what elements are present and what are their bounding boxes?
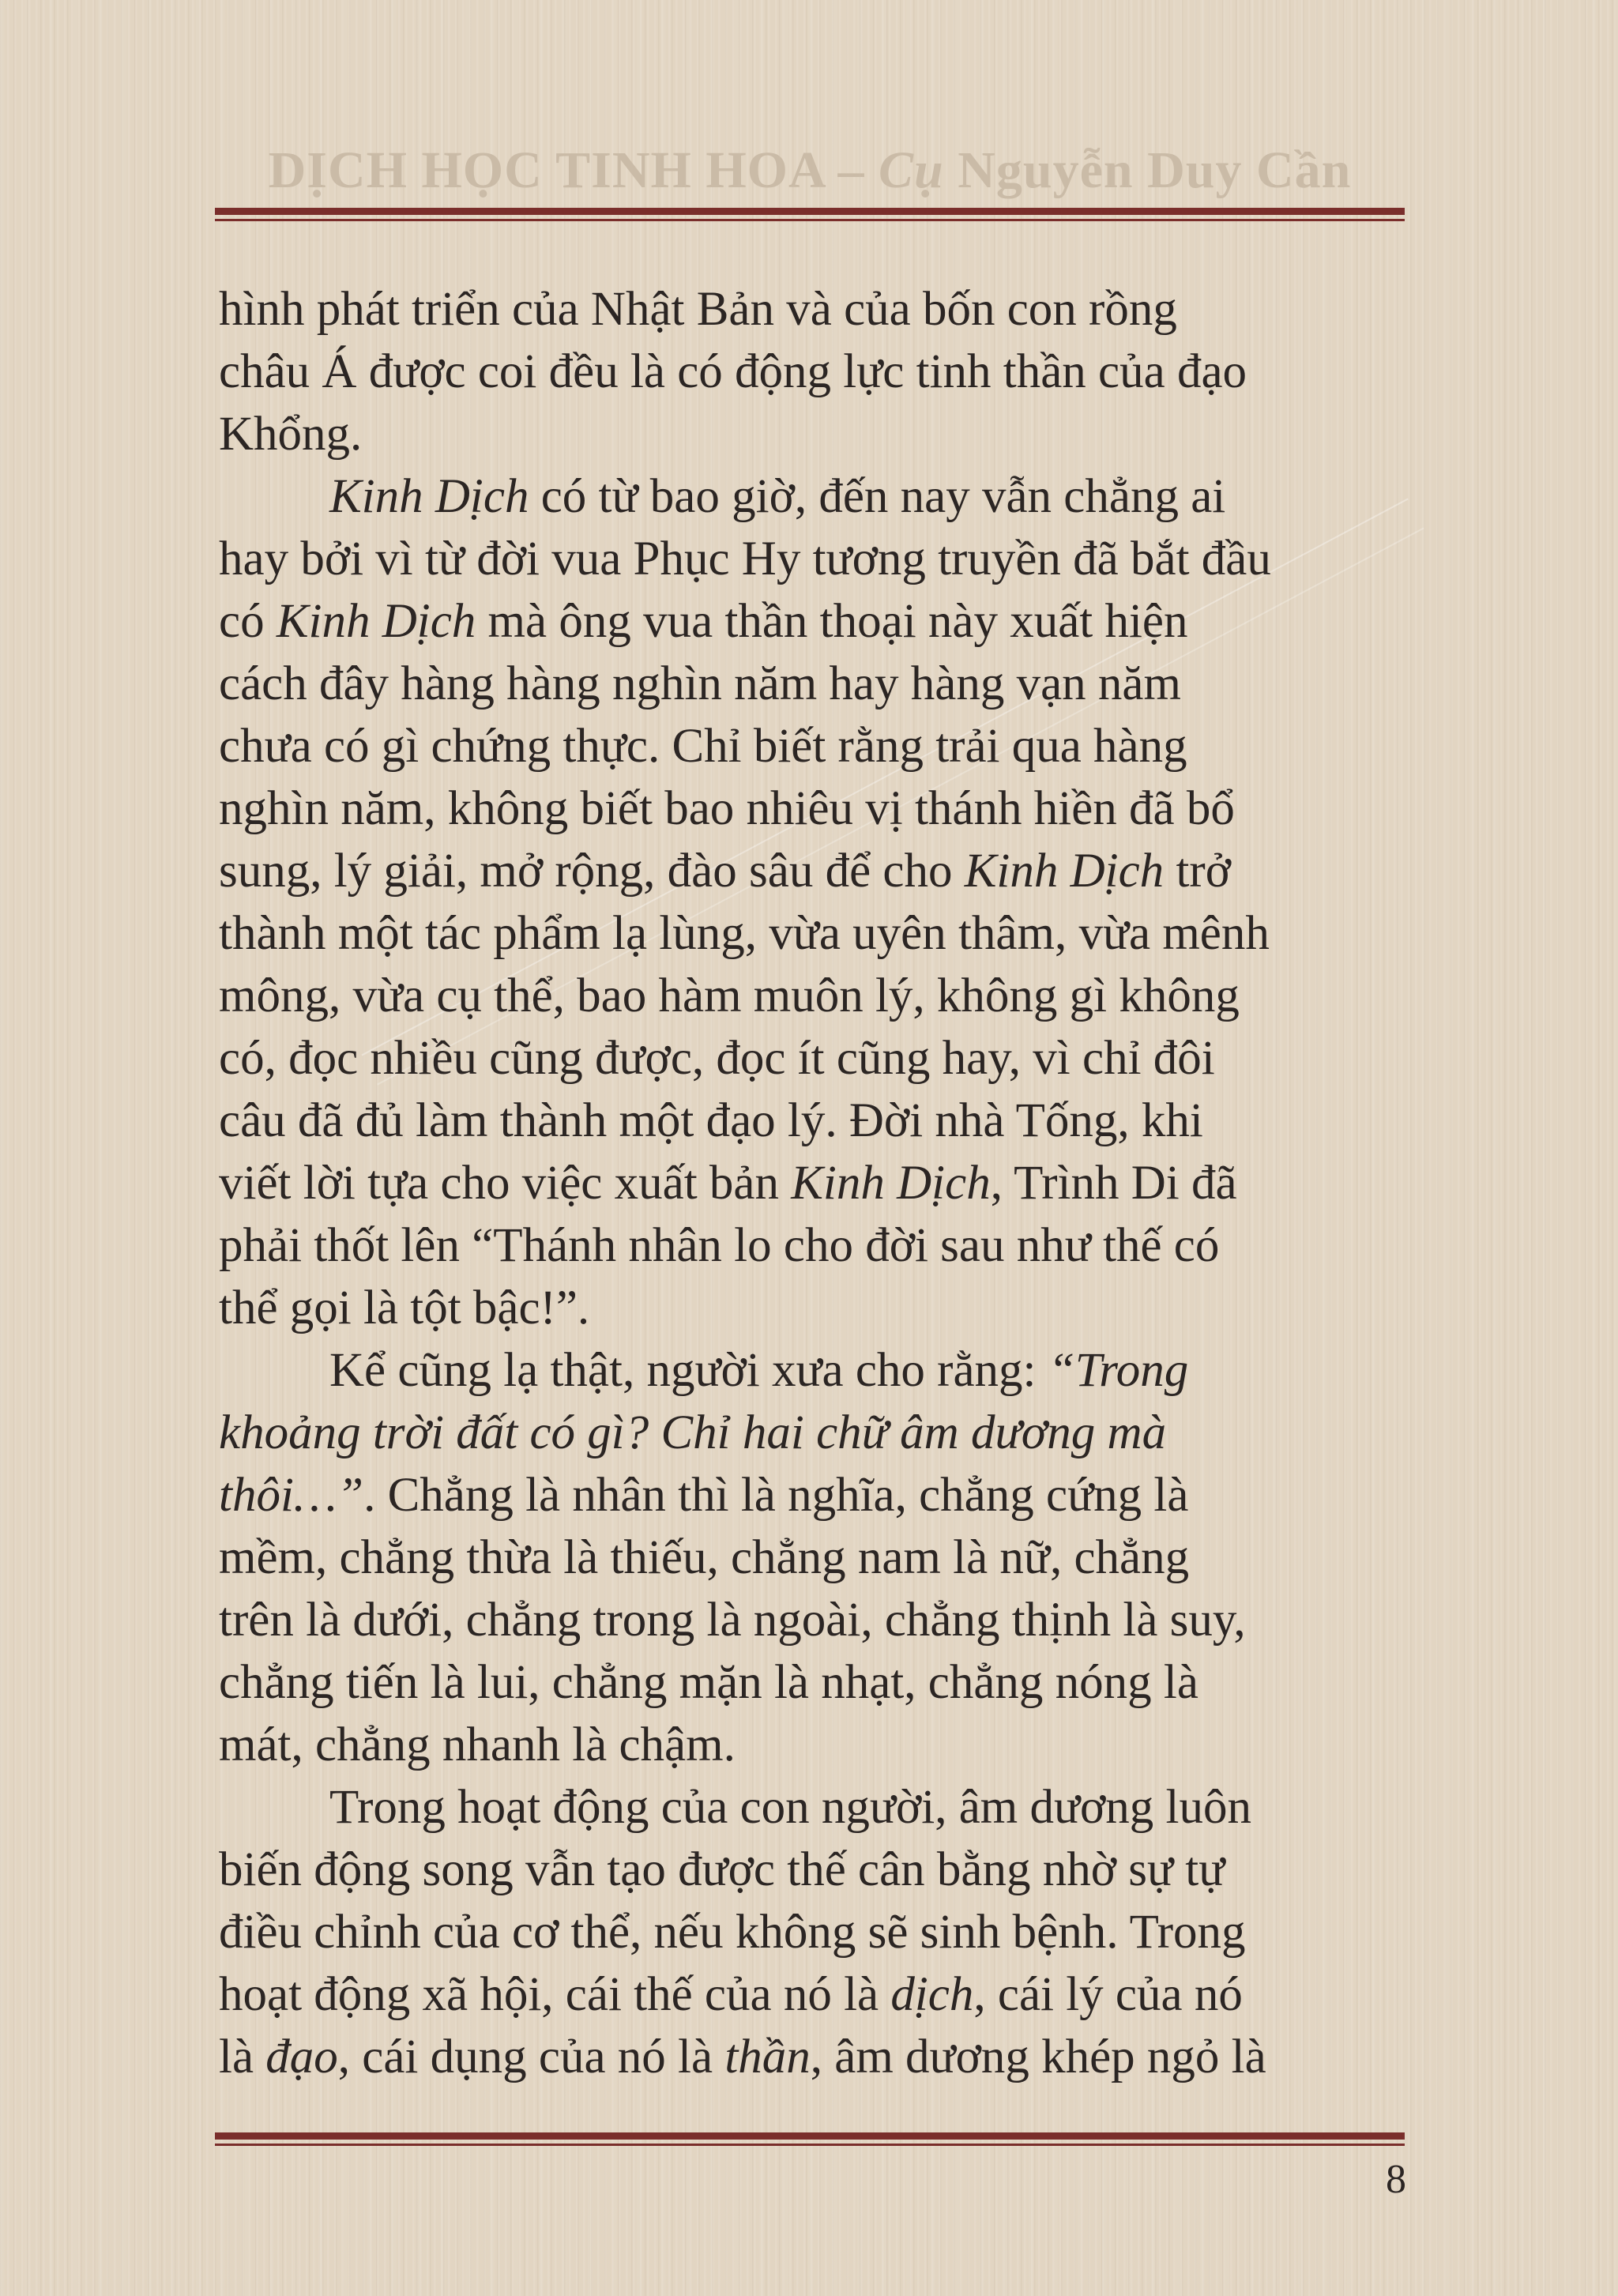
text-line	[219, 403, 1420, 465]
header-title-main: DỊCH HỌC TINH HOA –	[268, 141, 879, 199]
text-segment: phải thốt lên “Thánh nhân lo cho đời sau như thế có	[219, 1219, 1220, 1272]
text-segment: sung, lý giải, mở rộng, đào sâu để cho	[219, 845, 965, 898]
text-segment: , âm dương khép ngỏ là	[810, 2031, 1266, 2083]
italic-text: dịch	[890, 1968, 974, 2021]
text-segment: có, đọc nhiều cũng được, đọc ít cũng hay, vì chỉ đôi	[219, 1032, 1215, 1085]
text-segment: cách đây hàng hàng nghìn năm hay hàng vạn năm	[219, 657, 1181, 710]
body-text	[219, 278, 1420, 2088]
text-line	[219, 1214, 1420, 1277]
footer-rule-thick	[215, 2132, 1405, 2140]
text-line	[219, 1714, 1420, 1776]
running-header-title	[213, 139, 1406, 202]
text-line	[219, 715, 1420, 777]
text-line	[219, 1526, 1420, 1589]
text-segment: Trong hoạt động của con người, âm dương luôn	[329, 1781, 1251, 1834]
text-line	[219, 653, 1420, 715]
text-segment: , cái dụng của nó là	[337, 2031, 725, 2083]
text-segment: mát, chẳng nhanh là chậm.	[219, 1718, 736, 1771]
text-line	[219, 465, 1420, 528]
italic-text: Kinh Dịch	[964, 845, 1165, 898]
italic-text: khoảng trời đất có gì? Chỉ hai chữ âm dương mà	[219, 1406, 1167, 1459]
text-segment: là	[219, 2031, 266, 2083]
text-segment: có	[219, 595, 277, 648]
text-segment: , Trình Di đã	[990, 1157, 1237, 1210]
text-line	[219, 1839, 1420, 1901]
text-line	[219, 590, 1420, 653]
text-segment: trên là dưới, chẳng trong là ngoài, chẳng thịnh là suy,	[219, 1594, 1246, 1647]
text-line	[219, 902, 1420, 965]
italic-text: Kinh Dịch	[791, 1157, 991, 1210]
text-line	[219, 1589, 1420, 1651]
italic-text: thôi…”	[219, 1469, 364, 1522]
text-line	[219, 777, 1420, 840]
text-line	[219, 1027, 1420, 1090]
header-author-name: Nguyễn Duy Cần	[943, 141, 1352, 199]
text-line	[219, 1339, 1420, 1402]
text-line	[219, 1651, 1420, 1714]
text-line	[219, 1090, 1420, 1152]
footer-rule-thin	[215, 2144, 1405, 2146]
text-segment: trở	[1164, 845, 1231, 898]
text-segment: câu đã đủ làm thành một đạo lý. Đời nhà Tống, khi	[219, 1094, 1203, 1147]
text-segment: chẳng tiến là lui, chẳng mặn là nhạt, chẳng nóng là	[219, 1656, 1198, 1709]
text-segment: điều chỉnh của cơ thể, nếu không sẽ sinh bệnh. Trong	[219, 1906, 1246, 1959]
text-line	[219, 1464, 1420, 1526]
header-author-prefix: Cụ	[879, 141, 944, 199]
text-line	[219, 1402, 1420, 1464]
italic-text: Kinh Dịch	[329, 470, 529, 523]
text-line	[219, 840, 1420, 902]
text-segment: Kể cũng lạ thật, người xưa cho rằng:	[329, 1344, 1048, 1397]
text-segment: mà ông vua thần thoại này xuất hiện	[476, 595, 1188, 648]
text-line	[219, 965, 1420, 1027]
page-number: 8	[1386, 2157, 1406, 2202]
text-segment: mềm, chẳng thừa là thiếu, chẳng nam là nữ, chẳng	[219, 1531, 1190, 1584]
italic-text: “Trong	[1048, 1344, 1189, 1397]
text-segment: Khổng.	[219, 408, 363, 461]
text-line	[219, 278, 1420, 341]
text-line	[219, 1901, 1420, 1963]
text-segment: , cái lý của nó	[973, 1968, 1243, 2021]
text-segment: biến động song vẫn tạo được thế cân bằng nhờ sự tự	[219, 1843, 1225, 1896]
text-segment: mông, vừa cụ thể, bao hàm muôn lý, không gì không	[219, 969, 1240, 1022]
text-line	[219, 1963, 1420, 2026]
text-segment: hay bởi vì từ đời vua Phục Hy tương truyền đã bắt đầu	[219, 533, 1271, 585]
text-segment: . Chẳng là nhân thì là nghĩa, chẳng cứng là	[363, 1469, 1189, 1522]
text-segment: chưa có gì chứng thực. Chỉ biết rằng trải qua hàng	[219, 720, 1187, 773]
italic-text: Kinh Dịch	[276, 595, 476, 648]
text-line	[219, 1776, 1420, 1839]
text-segment: thể gọi là tột bậc!”.	[219, 1282, 590, 1334]
text-segment: châu Á được coi đều là có động lực tinh thần của đạo	[219, 345, 1247, 398]
header-rule-thin	[215, 219, 1405, 221]
text-line	[219, 528, 1420, 590]
text-line	[219, 1277, 1420, 1339]
text-segment: nghìn năm, không biết bao nhiêu vị thánh hiền đã bổ	[219, 782, 1235, 835]
header-rule-thick	[215, 208, 1405, 215]
text-line	[219, 1152, 1420, 1214]
text-segment: viết lời tựa cho việc xuất bản	[219, 1157, 792, 1210]
italic-text: thần	[724, 2031, 811, 2083]
text-segment: hình phát triển của Nhật Bản và của bốn con rồng	[219, 283, 1177, 336]
text-segment: có từ bao giờ, đến nay vẫn chẳng ai	[529, 470, 1226, 523]
text-line	[219, 341, 1420, 403]
text-segment: thành một tác phẩm lạ lùng, vừa uyên thâm, vừa mênh	[219, 907, 1270, 960]
italic-text: đạo	[265, 2031, 338, 2083]
text-line	[219, 2026, 1420, 2088]
text-segment: hoạt động xã hội, cái thế của nó là	[219, 1968, 891, 2021]
